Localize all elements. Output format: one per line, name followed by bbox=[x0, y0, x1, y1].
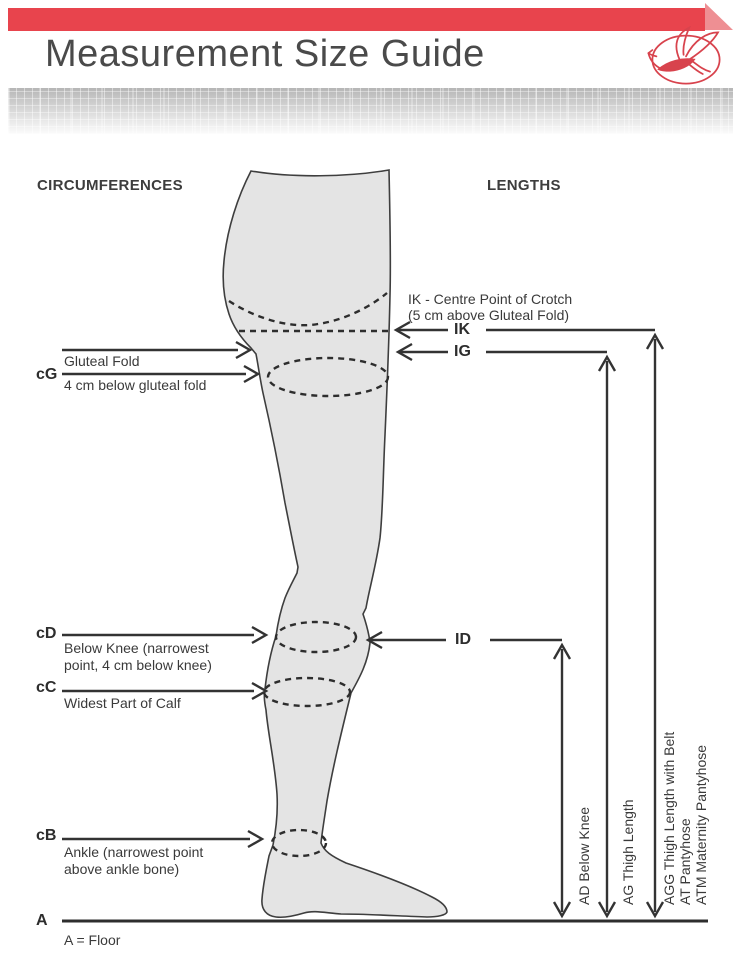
cd-code: cD bbox=[36, 625, 57, 642]
ad-length-label: AD Below Knee bbox=[576, 806, 592, 905]
crotch-note-line2: (5 cm above Gluteal Fold) bbox=[408, 307, 570, 323]
agg-length-label: AGG Thigh Length with Belt bbox=[661, 731, 677, 905]
floor-code: A bbox=[36, 912, 48, 929]
cg-code: cG bbox=[36, 366, 58, 383]
ik-code: IK bbox=[454, 321, 470, 338]
gluteal-fold-label: Gluteal Fold bbox=[64, 353, 140, 369]
ig-arrow bbox=[398, 344, 607, 360]
ag-length-label: AG Thigh Length bbox=[620, 799, 636, 905]
below-gluteal-label: 4 cm below gluteal fold bbox=[64, 377, 207, 393]
ad-length-line bbox=[554, 645, 570, 916]
crotch-note-line1: IK - Centre Point of Crotch bbox=[408, 291, 573, 307]
ig-code: IG bbox=[454, 343, 471, 360]
leg-silhouette bbox=[223, 170, 447, 917]
atm-length-label: ATM Maternity Pantyhose bbox=[693, 744, 709, 905]
id-code: ID bbox=[455, 631, 471, 648]
cb-description: Ankle (narrowest point above ankle bone) bbox=[64, 844, 204, 877]
at-length-label: AT Pantyhose bbox=[677, 818, 693, 905]
cd-description: Below Knee (narrowest point, 4 cm below knee) bbox=[64, 640, 212, 673]
agg-length-label-group bbox=[661, 625, 709, 905]
cc-description: Widest Part of Calf bbox=[64, 695, 181, 711]
cb-code: cB bbox=[36, 827, 57, 844]
circumferences-heading: CIRCUMFERENCES bbox=[37, 177, 183, 194]
cc-code: cC bbox=[36, 679, 57, 696]
floor-description: A = Floor bbox=[64, 932, 121, 948]
lengths-heading: LENGTHS bbox=[487, 177, 561, 194]
ik-arrow bbox=[396, 322, 655, 338]
ag-length-line bbox=[599, 357, 615, 916]
page-title: Measurement Size Guide bbox=[45, 33, 485, 75]
